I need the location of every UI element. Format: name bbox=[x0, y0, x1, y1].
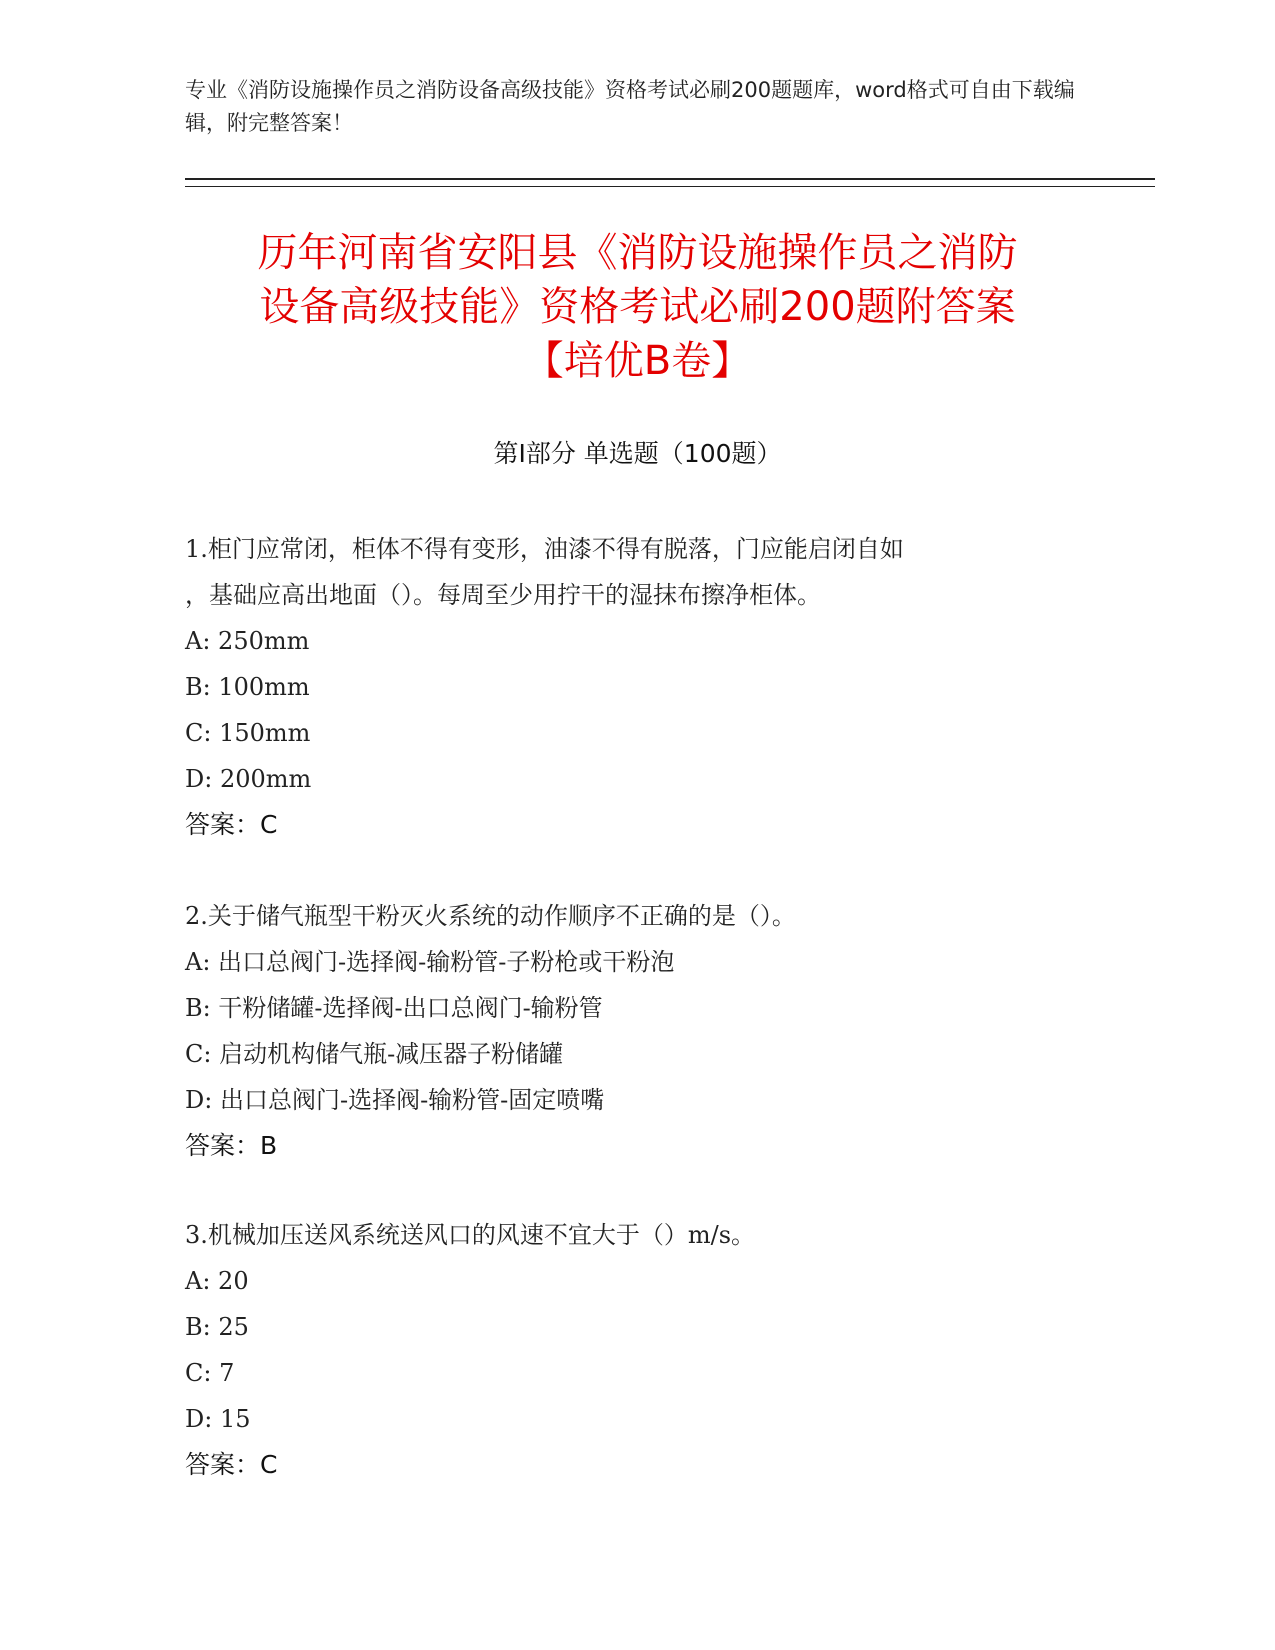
question-1 bbox=[185, 526, 1085, 848]
option-c: C: 启动机构储气瓶-减压器子粉储罐 bbox=[185, 1040, 564, 1068]
option-d: D: 200mm bbox=[185, 765, 312, 793]
option-b: B: 干粉储罐-选择阀-出口总阀门-输粉管 bbox=[185, 994, 603, 1022]
header-note: 专业《消防设施操作员之消防设备高级技能》资格考试必刷200题题库，word格式可自由下载编辑，附完整答案！ bbox=[185, 78, 1075, 135]
section-heading: 第Ⅰ部分 单选题（100题） bbox=[493, 439, 782, 468]
question-3 bbox=[185, 1212, 1085, 1488]
title-line-2: 设备高级技能》资格考试必刷200题附答案 bbox=[259, 284, 1016, 330]
option-b: B: 100mm bbox=[185, 673, 310, 701]
answer: 答案：C bbox=[185, 810, 278, 839]
question-stem bbox=[185, 526, 1085, 618]
document-title bbox=[160, 226, 1115, 388]
question-stem-line-1: 3.机械加压送风系统送风口的风速不宜大于（）m/s。 bbox=[185, 1221, 756, 1249]
title-line-3: 【培优B卷】 bbox=[523, 338, 752, 384]
question-stem-line-1: 2.关于储气瓶型干粉灭火系统的动作顺序不正确的是（）。 bbox=[185, 902, 796, 930]
title-line-1: 历年河南省安阳县《消防设施操作员之消防 bbox=[257, 230, 1018, 276]
question-stem bbox=[185, 893, 1085, 939]
answer: 答案：C bbox=[185, 1450, 278, 1479]
option-b: B: 25 bbox=[185, 1313, 249, 1341]
answer: 答案：B bbox=[185, 1131, 278, 1160]
header-rule-thick bbox=[185, 178, 1155, 180]
option-d: D: 出口总阀门-选择阀-输粉管-固定喷嘴 bbox=[185, 1086, 605, 1114]
option-a: A: 250mm bbox=[185, 627, 310, 655]
question-stem-line-1: 1.柜门应常闭，柜体不得有变形，油漆不得有脱落，门应能启闭自如 bbox=[185, 535, 904, 563]
question-2 bbox=[185, 893, 1085, 1169]
question-stem bbox=[185, 1212, 1085, 1258]
question-stem-line-2: ，基础应高出地面（）。每周至少用拧干的湿抹布擦净柜体。 bbox=[185, 581, 821, 609]
header-rule-thin bbox=[185, 186, 1155, 187]
option-c: C: 150mm bbox=[185, 719, 311, 747]
option-a: A: 20 bbox=[185, 1267, 249, 1295]
option-c: C: 7 bbox=[185, 1359, 235, 1387]
option-d: D: 15 bbox=[185, 1405, 251, 1433]
option-a: A: 出口总阀门-选择阀-输粉管-子粉枪或干粉泡 bbox=[185, 948, 675, 976]
